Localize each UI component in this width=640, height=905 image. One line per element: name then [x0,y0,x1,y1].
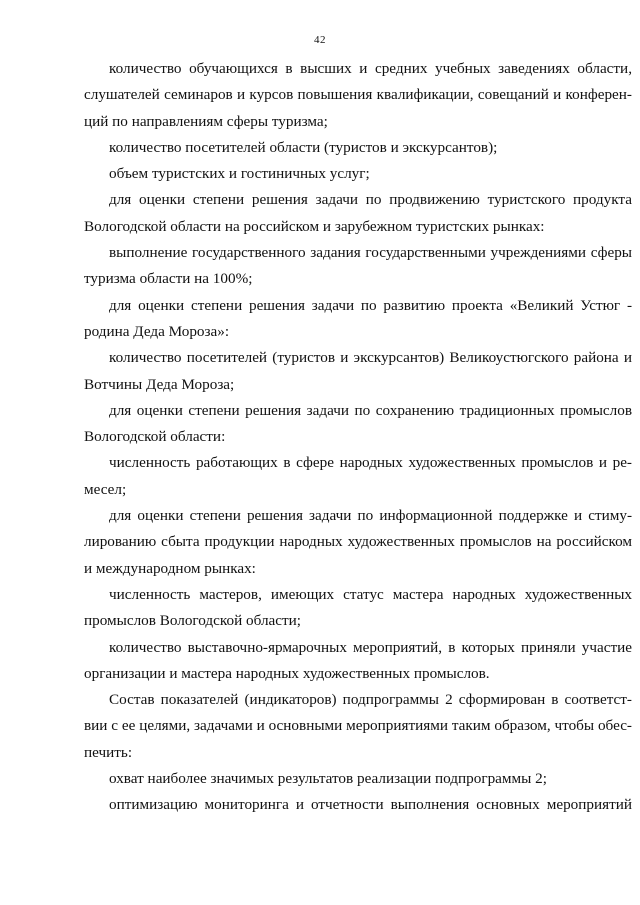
text-line: лированию сбыта продукции народных художественных промыслов на российском [84,533,632,551]
text-line: и международном рынках: [84,559,256,577]
text-line: организации и мастера народных художественных промыслов. [84,664,490,682]
text-line: вии с ее целями, задачами и основными мероприятиями таким образом, чтобы обес- [84,717,632,735]
text-line: численность мастеров, имеющих статус мастера народных художественных [109,585,632,603]
text-line: количество посетителей области (туристов и экскурсантов); [109,138,498,156]
text-line: объем туристских и гостиничных услуг; [109,165,370,183]
text-line: для оценки степени решения задачи по продвижению туристского продукта [109,191,632,209]
text-line: количество выставочно-ярмарочных мероприятий, в которых приняли участие [109,638,632,656]
text-line: для оценки степени решения задачи по сохранению традиционных промыслов [109,401,632,419]
text-line: количество обучающихся в высших и средних учебных заведениях области, [109,60,632,77]
text-line: выполнение государственного задания государственными учреждениями сферы [109,244,632,262]
text-line: Состав показателей (индикаторов) подпрограммы 2 сформирован в соответст- [109,691,632,709]
text-line: месел; [84,480,127,498]
text-line: численность работающих в сфере народных художественных промыслов и ре- [109,454,632,472]
text-line: слушателей семинаров и курсов повышения квалификации, совещаний и конферен- [84,86,632,104]
text-line: ций по направлениям сферы туризма; [84,112,328,130]
text-line: родина Деда Мороза»: [84,322,230,340]
text-line: Вологодской области: [84,428,226,446]
text-line: Вологодской области на российском и зарубежном туристских рынках: [84,217,545,235]
text-line: для оценки степени решения задачи по развитию проекта «Великий Устюг - [109,296,632,314]
text-line: промыслов Вологодской области; [84,612,302,630]
text-line: количество посетителей (туристов и экскурсантов) Великоустюгского района и [109,349,632,367]
text-line: охват наиболее значимых результатов реализации подпрограммы 2; [109,770,547,788]
text-line: Вотчины Деда Мороза; [84,375,235,393]
text-line: для оценки степени решения задачи по информационной поддержке и стиму- [109,507,632,525]
page-number: 42 [314,34,326,46]
text-line: оптимизацию мониторинга и отчетности выполнения основных мероприятий [109,796,632,814]
text-line: печить: [84,743,133,761]
body-text [84,56,632,819]
text-line: туризма области на 100%; [84,270,253,288]
